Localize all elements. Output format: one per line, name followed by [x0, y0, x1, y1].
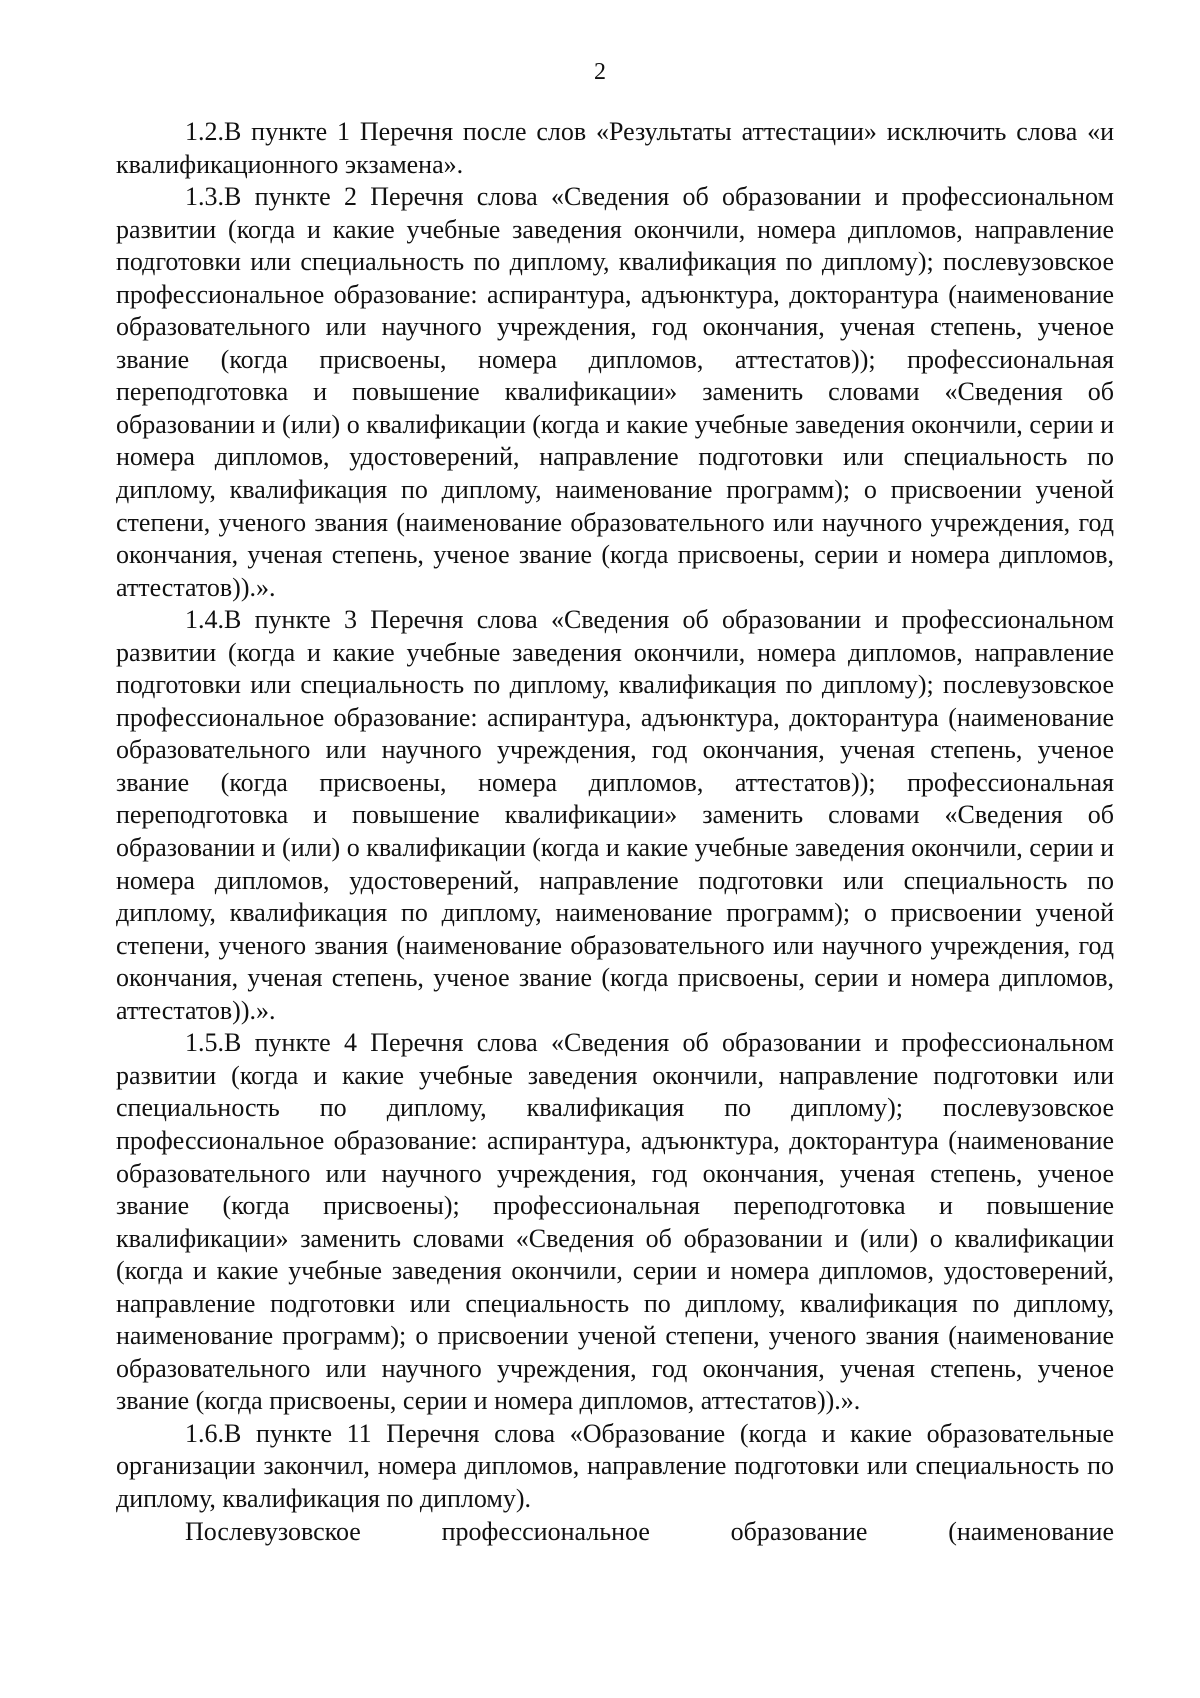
- paragraph-1-4: 1.4.В пункте 3 Перечня слова «Сведения об образовании и профессиональном развитии (когда и какие учебные заведения окончили, номера дипломов, направление подготовки или специальность по диплому, квалификация по диплому); послевузовское профессиональное образование: аспирантура, адъюнктура, докторантура (наименование образовательного или научного учреждения, год окончания, ученая степень, ученое звание (когда присвоены, номера дипломов, аттестатов)); профессиональная переподготовка и повышение квалификации» заменить словами «Сведения об образовании и (или) о квалификации (когда и какие учебные заведения окончили, серии и номера дипломов, удостоверений, направление подготовки или специальность по диплому, квалификация по диплому, наименование программ); о присвоении ученой степени, ученого звания (наименование образовательного или научного учреждения, год окончания, ученая степень, ученое звание (когда присвоены, серии и номера дипломов, аттестатов)).».: [116, 605, 1114, 1025]
- document-body: [116, 116, 1114, 1548]
- paragraph-1-2: 1.2.В пункте 1 Перечня после слов «Результаты аттестации» исключить слова «и квалификационного экзамена».: [116, 117, 1114, 179]
- paragraph-1-6: 1.6.В пункте 11 Перечня слова «Образование (когда и какие образовательные организации закончил, номера дипломов, направление подготовки или специальность по диплому, квалификация по диплому).: [116, 1418, 1114, 1513]
- paragraph-1-5: 1.5.В пункте 4 Перечня слова «Сведения об образовании и профессиональном развитии (когда и какие учебные заведения окончили, направление подготовки или специальность по диплому, квалификация по диплому); послевузовское профессиональное образование: аспирантура, адъюнктура, докторантура (наименование образовательного или научного учреждения, год окончания, ученая степень, ученое звание (когда присвоены); профессиональная переподготовка и повышение квалификации» заменить словами «Сведения об образовании и (или) о квалификации (когда и какие учебные заведения окончили, серии и номера дипломов, удостоверений, направление подготовки или специальность по диплому, квалификация по диплому, наименование программ); о присвоении ученой степени, ученого звания (наименование образовательного или научного учреждения, год окончания, ученая степень, ученое звание (когда присвоены, серии и номера дипломов, аттестатов)).».: [116, 1028, 1114, 1416]
- page-number: 2: [594, 59, 606, 85]
- paragraph-postgraduate: Послевузовское профессиональное образование (наименование: [185, 1516, 1114, 1546]
- paragraph-1-3: 1.3.В пункте 2 Перечня слова «Сведения об образовании и профессиональном развитии (когда и какие учебные заведения окончили, номера дипломов, направление подготовки или специальность по диплому, квалификация по диплому); послевузовское профессиональное образование: аспирантура, адъюнктура, докторантура (наименование образовательного или научного учреждения, год окончания, ученая степень, ученое звание (когда присвоены, номера дипломов, аттестатов)); профессиональная переподготовка и повышение квалификации» заменить словами «Сведения об образовании и (или) о квалификации (когда и какие учебные заведения окончили, серии и номера дипломов, удостоверений, направление подготовки или специальность по диплому, квалификация по диплому, наименование программ); о присвоении ученой степени, ученого звания (наименование образовательного или научного учреждения, год окончания, ученая степень, ученое звание (когда присвоены, серии и номера дипломов, аттестатов)).».: [116, 182, 1114, 602]
